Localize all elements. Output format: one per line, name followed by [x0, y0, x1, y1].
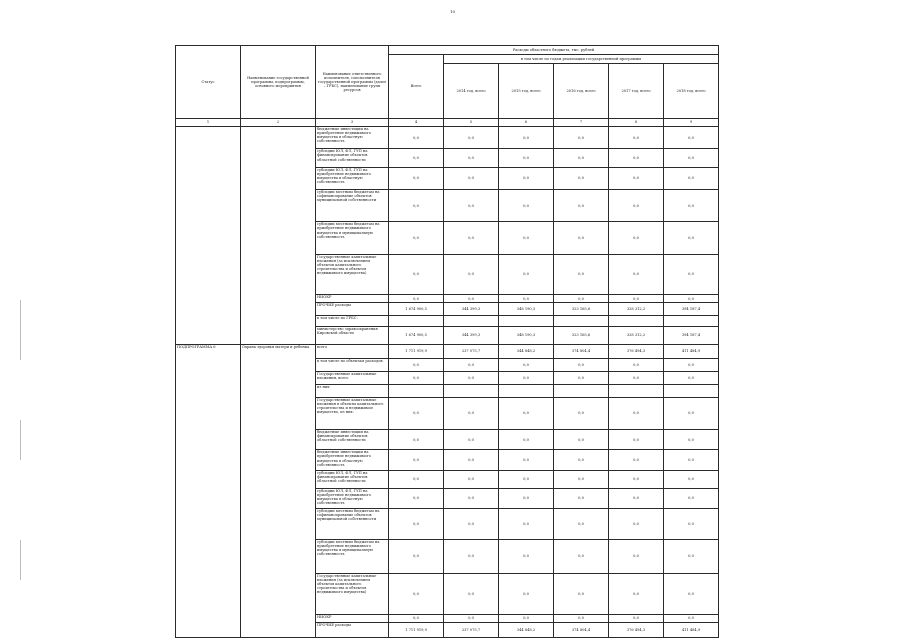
- value-cell: 328 312,2: [609, 303, 664, 315]
- value-cell: 0,0: [609, 430, 664, 450]
- row-label: бюджетные инвестиции на приобретение недвижимого имущества в областную собственность: [316, 450, 389, 470]
- value-cell: 344 848,2: [499, 622, 554, 637]
- row-label: Государственные капитальные вложения, всего: [316, 372, 389, 385]
- value-cell: 0,0: [664, 539, 719, 573]
- value-cell: 0,0: [609, 222, 664, 254]
- value-cell: 0,0: [444, 372, 499, 385]
- row-label: субсидии ЮЛ, ФЛ, ГУП на финансирование объектов областной собственности: [316, 149, 389, 167]
- value-cell: 0,0: [554, 295, 609, 303]
- row-label: субсидии местным бюджетам на приобретение недвижимого имущества в муниципальную собственность: [316, 539, 389, 573]
- row-label: в том числе по объектам расходов:: [316, 359, 389, 372]
- scan-edge-line: [20, 300, 21, 360]
- value-cell: 0,0: [444, 509, 499, 539]
- budget-table: [175, 45, 719, 638]
- value-cell: 374 804,4: [554, 622, 609, 637]
- row-label: бюджетные инвестиции на финансирование объектов областной собственности: [316, 430, 389, 450]
- value-cell: 0,0: [609, 127, 664, 149]
- value-cell: 0,0: [389, 539, 444, 573]
- value-cell: 0,0: [609, 189, 664, 221]
- program-cell: Охрана здоровья матери и ребенка: [241, 344, 316, 637]
- value-cell: 0,0: [664, 470, 719, 488]
- value-cell: 0,0: [499, 359, 554, 372]
- value-cell: 0,0: [499, 167, 554, 189]
- value-cell: 411 484,9: [664, 622, 719, 637]
- value-cell: 0,0: [499, 509, 554, 539]
- value-cell: 1 674 900,5: [389, 326, 444, 344]
- header-year: 2018 год, всего: [664, 64, 719, 119]
- value-cell: 0,0: [389, 573, 444, 614]
- header-program-name: Наименование государственной программы, подпрограммы, основного мероприятия: [241, 46, 316, 119]
- value-cell: 0,0: [499, 372, 554, 385]
- value-cell: 0,0: [664, 359, 719, 372]
- status-cell: [176, 127, 241, 345]
- value-cell: [499, 315, 554, 326]
- value-cell: 0,0: [554, 509, 609, 539]
- row-label: НИОКР: [316, 614, 389, 622]
- value-cell: 0,0: [389, 450, 444, 470]
- row-label: субсидии ЮЛ, ФЛ, ГУП на финансирование объектов областной собственности: [316, 470, 389, 488]
- value-cell: 0,0: [444, 222, 499, 254]
- row-label: субсидии местным бюджетам на софинансирование объектов муниципальной собственности: [316, 509, 389, 539]
- value-cell: 0,0: [389, 397, 444, 429]
- value-cell: [609, 385, 664, 397]
- value-cell: 0,0: [444, 254, 499, 295]
- value-cell: 0,0: [664, 189, 719, 221]
- value-cell: 0,0: [499, 127, 554, 149]
- row-label: из них:: [316, 385, 389, 397]
- value-cell: 0,0: [554, 539, 609, 573]
- value-cell: [444, 315, 499, 326]
- value-cell: 0,0: [609, 359, 664, 372]
- value-cell: 411 484,9: [664, 344, 719, 358]
- row-label: бюджетные инвестиции на приобретение недвижимого имущества в областную собственность: [316, 127, 389, 149]
- value-cell: 0,0: [554, 167, 609, 189]
- value-cell: 0,0: [389, 254, 444, 295]
- status-cell: ПОДПРОГРАММА 6: [176, 344, 241, 637]
- row-label: всего: [316, 344, 389, 358]
- header-year: 2015 год, всего: [499, 64, 554, 119]
- value-cell: 0,0: [664, 167, 719, 189]
- value-cell: 0,0: [554, 397, 609, 429]
- value-cell: 0,0: [554, 614, 609, 622]
- value-cell: [389, 385, 444, 397]
- header-year: 2017 год, всего: [609, 64, 664, 119]
- value-cell: 0,0: [389, 614, 444, 622]
- value-cell: 0,0: [444, 539, 499, 573]
- value-cell: [554, 385, 609, 397]
- value-cell: 328 312,2: [609, 326, 664, 344]
- value-cell: [444, 385, 499, 397]
- scan-edge-line: [20, 420, 21, 460]
- value-cell: [664, 315, 719, 326]
- value-cell: 0,0: [499, 614, 554, 622]
- value-cell: 0,0: [609, 488, 664, 508]
- value-cell: 0,0: [554, 470, 609, 488]
- value-cell: 0,0: [664, 149, 719, 167]
- value-cell: 0,0: [609, 149, 664, 167]
- row-label: министерство здравоохранения Кировской области: [316, 326, 389, 344]
- value-cell: 374 804,4: [554, 344, 609, 358]
- value-cell: 0,0: [664, 488, 719, 508]
- value-cell: 237 075,7: [444, 344, 499, 358]
- value-cell: 0,0: [499, 189, 554, 221]
- value-cell: 0,0: [554, 149, 609, 167]
- value-cell: 0,0: [444, 149, 499, 167]
- value-cell: 376 494,3: [609, 622, 664, 637]
- value-cell: 344 399,3: [444, 326, 499, 344]
- value-cell: 0,0: [389, 509, 444, 539]
- value-cell: 0,0: [664, 450, 719, 470]
- row-label: в том числе по ГРБС:: [316, 315, 389, 326]
- value-cell: 0,0: [664, 509, 719, 539]
- value-cell: 0,0: [499, 295, 554, 303]
- header-by-years: в том числе по годам реализации государственной программы: [444, 55, 719, 64]
- table-row: [176, 344, 719, 358]
- value-cell: 0,0: [499, 397, 554, 429]
- column-number: 9: [664, 118, 719, 126]
- row-label: Государственные капитальные вложения в объекты капитального строительства и недвижимое имущество, из них:: [316, 397, 389, 429]
- value-cell: 0,0: [444, 359, 499, 372]
- value-cell: 0,0: [609, 397, 664, 429]
- value-cell: [609, 315, 664, 326]
- row-label: субсидии местным бюджетам на софинансирование объектов муниципальной собственности: [316, 189, 389, 221]
- value-cell: 0,0: [664, 295, 719, 303]
- value-cell: 0,0: [499, 573, 554, 614]
- header-status: Статус: [176, 46, 241, 119]
- value-cell: 344 399,3: [444, 303, 499, 315]
- value-cell: 0,0: [554, 222, 609, 254]
- value-cell: 237 075,7: [444, 622, 499, 637]
- value-cell: [389, 315, 444, 326]
- row-label: субсидии местным бюджетам на приобретение недвижимого имущества в муниципальную собственность: [316, 222, 389, 254]
- value-cell: 0,0: [389, 189, 444, 221]
- value-cell: 0,0: [554, 189, 609, 221]
- value-cell: 0,0: [554, 127, 609, 149]
- column-number: 6: [499, 118, 554, 126]
- value-cell: 0,0: [664, 372, 719, 385]
- value-cell: 0,0: [609, 167, 664, 189]
- row-label: субсидии ЮЛ, ФЛ, ГУП на приобретение недвижимого имущества в областную собственность: [316, 488, 389, 508]
- value-cell: 0,0: [389, 149, 444, 167]
- value-cell: 0,0: [554, 488, 609, 508]
- column-number-row: [176, 118, 719, 126]
- value-cell: 0,0: [389, 295, 444, 303]
- value-cell: 0,0: [554, 450, 609, 470]
- row-label: НИОКР: [316, 295, 389, 303]
- row-label: ПРОЧИЕ расходы: [316, 303, 389, 315]
- value-cell: 0,0: [389, 127, 444, 149]
- column-number: 3: [316, 118, 389, 126]
- value-cell: 0,0: [609, 509, 664, 539]
- value-cell: 0,0: [609, 539, 664, 573]
- column-number: 8: [609, 118, 664, 126]
- value-cell: 0,0: [609, 254, 664, 295]
- value-cell: 0,0: [499, 539, 554, 573]
- value-cell: 0,0: [609, 450, 664, 470]
- column-number: 7: [554, 118, 609, 126]
- value-cell: 0,0: [554, 430, 609, 450]
- value-cell: 0,0: [554, 372, 609, 385]
- value-cell: 376 494,3: [609, 344, 664, 358]
- value-cell: 0,0: [389, 488, 444, 508]
- column-number: 2: [241, 118, 316, 126]
- value-cell: 348 190,3: [499, 303, 554, 315]
- value-cell: 0,0: [499, 222, 554, 254]
- value-cell: 0,0: [609, 295, 664, 303]
- header-year: 2014 год, всего: [444, 64, 499, 119]
- value-cell: 0,0: [554, 359, 609, 372]
- value-cell: 0,0: [499, 450, 554, 470]
- program-cell: [241, 127, 316, 345]
- value-cell: 0,0: [389, 470, 444, 488]
- value-cell: 0,0: [499, 254, 554, 295]
- value-cell: 0,0: [664, 614, 719, 622]
- value-cell: 0,0: [389, 222, 444, 254]
- header-total: Всего: [389, 55, 444, 119]
- value-cell: 0,0: [664, 573, 719, 614]
- table-row: [176, 127, 719, 149]
- value-cell: 0,0: [444, 470, 499, 488]
- value-cell: 1 711 919,9: [389, 344, 444, 358]
- value-cell: 0,0: [664, 254, 719, 295]
- value-cell: 0,0: [499, 149, 554, 167]
- value-cell: 0,0: [444, 189, 499, 221]
- value-cell: 394 187,4: [664, 326, 719, 344]
- column-number: 4: [389, 118, 444, 126]
- value-cell: [664, 385, 719, 397]
- value-cell: 0,0: [664, 127, 719, 149]
- value-cell: 0,0: [389, 372, 444, 385]
- value-cell: 344 848,2: [499, 344, 554, 358]
- page-number: 10: [450, 9, 456, 14]
- value-cell: 0,0: [389, 167, 444, 189]
- value-cell: [499, 385, 554, 397]
- value-cell: 0,0: [664, 430, 719, 450]
- value-cell: 0,0: [609, 614, 664, 622]
- value-cell: 0,0: [444, 430, 499, 450]
- value-cell: 0,0: [664, 397, 719, 429]
- value-cell: 0,0: [554, 254, 609, 295]
- value-cell: 0,0: [499, 430, 554, 450]
- column-number: 1: [176, 118, 241, 126]
- header-expenses-title: Расходы областного бюджета, тыс. рублей: [389, 46, 719, 55]
- value-cell: 394 187,4: [664, 303, 719, 315]
- row-label: Государственные капитальные вложения (за исключением объектов капитального строительства и объектов недвижимого имущества): [316, 254, 389, 295]
- value-cell: 0,0: [444, 450, 499, 470]
- value-cell: 0,0: [444, 573, 499, 614]
- value-cell: 0,0: [444, 127, 499, 149]
- value-cell: 323 165,6: [554, 326, 609, 344]
- value-cell: 1 711 919,9: [389, 622, 444, 637]
- value-cell: 0,0: [444, 397, 499, 429]
- value-cell: 0,0: [499, 488, 554, 508]
- row-label: субсидии ЮЛ, ФЛ, ГУП на приобретение недвижимого имущества в областную собственность: [316, 167, 389, 189]
- value-cell: 1 674 900,5: [389, 303, 444, 315]
- value-cell: 0,0: [444, 295, 499, 303]
- value-cell: 0,0: [664, 222, 719, 254]
- value-cell: 0,0: [499, 470, 554, 488]
- value-cell: 323 165,6: [554, 303, 609, 315]
- value-cell: 0,0: [389, 430, 444, 450]
- scan-edge-line: [20, 540, 21, 580]
- column-number: 5: [444, 118, 499, 126]
- value-cell: 348 190,3: [499, 326, 554, 344]
- row-label: Государственные капитальные вложения (за исключением объектов капитального строительства и объектов недвижимого имущества): [316, 573, 389, 614]
- header-executor: Наименование ответственного исполнителя, соисполнителя государственной программы (далее – ГРБС), наименование групп ресурсов: [316, 46, 389, 119]
- value-cell: 0,0: [609, 470, 664, 488]
- value-cell: 0,0: [609, 372, 664, 385]
- row-label: ПРОЧИЕ расходы: [316, 622, 389, 637]
- value-cell: 0,0: [444, 614, 499, 622]
- header-year: 2016 год, всего: [554, 64, 609, 119]
- value-cell: 0,0: [444, 488, 499, 508]
- value-cell: [554, 315, 609, 326]
- value-cell: 0,0: [389, 359, 444, 372]
- value-cell: 0,0: [609, 573, 664, 614]
- value-cell: 0,0: [444, 167, 499, 189]
- value-cell: 0,0: [554, 573, 609, 614]
